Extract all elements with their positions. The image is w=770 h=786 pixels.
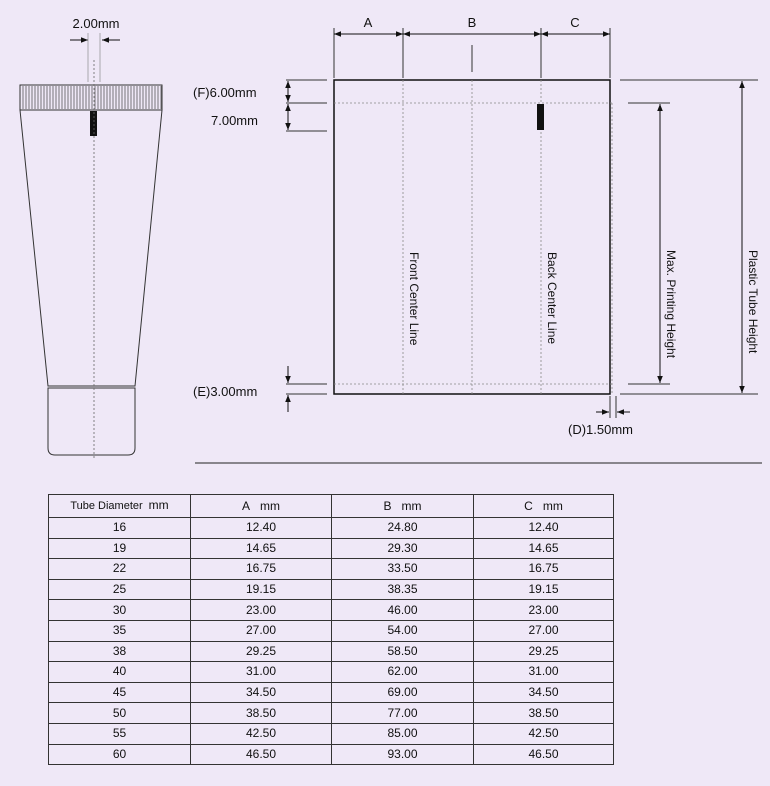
table-row: [49, 662, 614, 683]
back-center-label: Back Center Line: [545, 252, 559, 345]
tube-height-label: Plastic Tube Height: [746, 250, 760, 354]
header-a: A mm: [191, 495, 332, 518]
header-b: B mm: [332, 495, 474, 518]
table-row: [49, 744, 614, 765]
table-header-row: [49, 495, 614, 518]
front-center-label: Front Center Line: [407, 252, 421, 346]
table-cell: 38.50: [474, 703, 614, 724]
table-cell: 16: [49, 518, 191, 539]
table-cell: 45: [49, 682, 191, 703]
letter-c: C: [570, 15, 580, 30]
table-cell: 14.65: [474, 538, 614, 559]
tube-side-view: [20, 16, 162, 460]
table-cell: 38: [49, 641, 191, 662]
table-row: [49, 620, 614, 641]
table-cell: 27.00: [474, 620, 614, 641]
table-cell: 19: [49, 538, 191, 559]
table-cell: 16.75: [191, 559, 332, 580]
tube-eye-mark: [90, 111, 97, 136]
table-cell: 50: [49, 703, 191, 724]
tube-body: [20, 110, 162, 386]
table-cell: 31.00: [474, 662, 614, 683]
table-cell: 12.40: [474, 518, 614, 539]
table-cell: 29.25: [191, 641, 332, 662]
table-row: [49, 682, 614, 703]
table-cell: 25: [49, 579, 191, 600]
table-cell: 33.50: [332, 559, 474, 580]
table-cell: 46.50: [474, 744, 614, 765]
table-row: [49, 579, 614, 600]
table-row: [49, 723, 614, 744]
table-cell: 27.00: [191, 620, 332, 641]
spec-table: [48, 494, 614, 765]
table-cell: 12.40: [191, 518, 332, 539]
table-row: [49, 703, 614, 724]
f-label: (F)6.00mm: [193, 85, 257, 100]
table-cell: 40: [49, 662, 191, 683]
table-cell: 22: [49, 559, 191, 580]
table-cell: 42.50: [474, 723, 614, 744]
table-cell: 16.75: [474, 559, 614, 580]
table-cell: 23.00: [474, 600, 614, 621]
table-cell: 69.00: [332, 682, 474, 703]
max-print-label: Max. Printing Height: [664, 250, 678, 359]
table-cell: 46.50: [191, 744, 332, 765]
header-diameter: Tube Diameter mm: [49, 495, 191, 518]
table-cell: 35: [49, 620, 191, 641]
table-cell: 23.00: [191, 600, 332, 621]
e-label: (E)3.00mm: [193, 384, 258, 399]
table-cell: 29.30: [332, 538, 474, 559]
table-cell: 29.25: [474, 641, 614, 662]
table-cell: 19.15: [191, 579, 332, 600]
print-layout: [193, 15, 760, 437]
table-cell: 77.00: [332, 703, 474, 724]
table-cell: 14.65: [191, 538, 332, 559]
shoulder-ribs: [23, 86, 161, 109]
letter-a: A: [363, 15, 373, 30]
table-cell: 24.80: [332, 518, 474, 539]
top-gap-label: 2.00mm: [72, 16, 120, 31]
table-body: [49, 518, 614, 765]
f2-label: 7.00mm: [211, 113, 258, 128]
d-label: (D)1.50mm: [568, 422, 634, 437]
table-row: [49, 518, 614, 539]
table-cell: 46.00: [332, 600, 474, 621]
table-row: [49, 641, 614, 662]
table-cell: 93.00: [332, 744, 474, 765]
table-cell: 42.50: [191, 723, 332, 744]
table-cell: 34.50: [191, 682, 332, 703]
table-cell: 30: [49, 600, 191, 621]
table-row: [49, 600, 614, 621]
layout-eye-mark: [537, 104, 544, 130]
table-cell: 62.00: [332, 662, 474, 683]
table-cell: 19.15: [474, 579, 614, 600]
letter-b: B: [467, 15, 477, 30]
table-cell: 38.50: [191, 703, 332, 724]
table-cell: 55: [49, 723, 191, 744]
table-cell: 85.00: [332, 723, 474, 744]
table-cell: 58.50: [332, 641, 474, 662]
header-c: C mm: [474, 495, 614, 518]
table-row: [49, 559, 614, 580]
table-cell: 54.00: [332, 620, 474, 641]
table-cell: 38.35: [332, 579, 474, 600]
table-row: [49, 538, 614, 559]
table-cell: 34.50: [474, 682, 614, 703]
tube-cap: [48, 388, 135, 455]
table-cell: 31.00: [191, 662, 332, 683]
table-cell: 60: [49, 744, 191, 765]
